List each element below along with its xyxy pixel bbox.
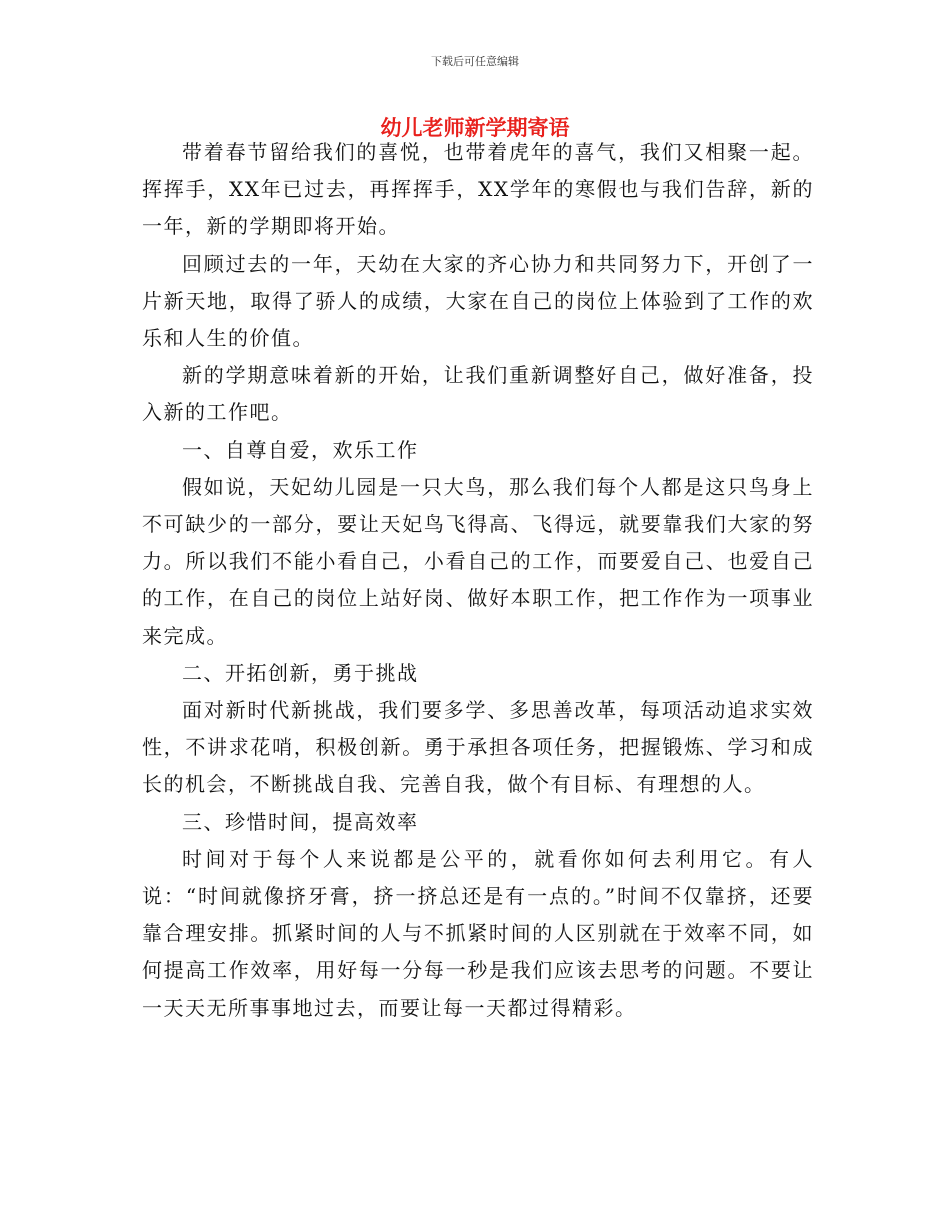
section-heading-3: 三、珍惜时间，提高效率 [182, 809, 419, 834]
paragraph-section-3: 时间对于每个人来说都是公平的，就看你如何去利用它。有人说：“时间就像挤牙膏，挤一挤总还是有一点的。”时间不仅靠挤，还要靠合理安排。抓紧时间的人与不抓紧时间的人区别就在于效率不同，如何提高工作效率，用好每一分每一秒是我们应该去思考的问题。不要让一天天无所事事地过去，而要让每一天都过得精彩。 [142, 846, 814, 1020]
document-title: 幼儿老师新学期寄语 [380, 116, 570, 140]
header-note: 下载后可任意编辑 [431, 55, 519, 68]
paragraph-section-2: 面对新时代新挑战，我们要多学、多思善改革，每项活动追求实效性，不讲求花哨，积极创新。勇于承担各项任务，把握锻炼、学习和成长的机会，不断挑战自我、完善自我，做个有目标、有理想的人。 [142, 698, 814, 797]
paragraph-review: 回顾过去的一年，天幼在大家的齐心协力和共同努力下，开创了一片新天地，取得了骄人的成绩，大家在自己的岗位上体验到了工作的欢乐和人生的价值。 [142, 251, 814, 351]
paragraph-new-semester: 新的学期意味着新的开始，让我们重新调整好自己，做好准备，投入新的工作吧。 [142, 363, 814, 425]
section-heading-2: 二、开拓创新，勇于挑战 [182, 660, 419, 685]
paragraph-section-1: 假如说，天妃幼儿园是一只大鸟，那么我们每个人都是这只鸟身上不可缺少的一部分，要让天妃鸟飞得高、飞得远，就要靠我们大家的努力。所以我们不能小看自己，小看自己的工作，而要爱自己、也爱自己的工作，在自己的岗位上站好岗、做好本职工作，把工作作为一项事业来完成。 [142, 474, 814, 648]
document-body [142, 134, 814, 1027]
paragraph-intro: 带着春节留给我们的喜悦，也带着虎年的喜气，我们又相聚一起。挥挥手，XX年已过去，再挥挥手，XX学年的寒假也与我们告辞，新的一年，新的学期即将开始。 [142, 140, 814, 239]
section-heading-1: 一、自尊自爱，欢乐工作 [182, 437, 419, 462]
